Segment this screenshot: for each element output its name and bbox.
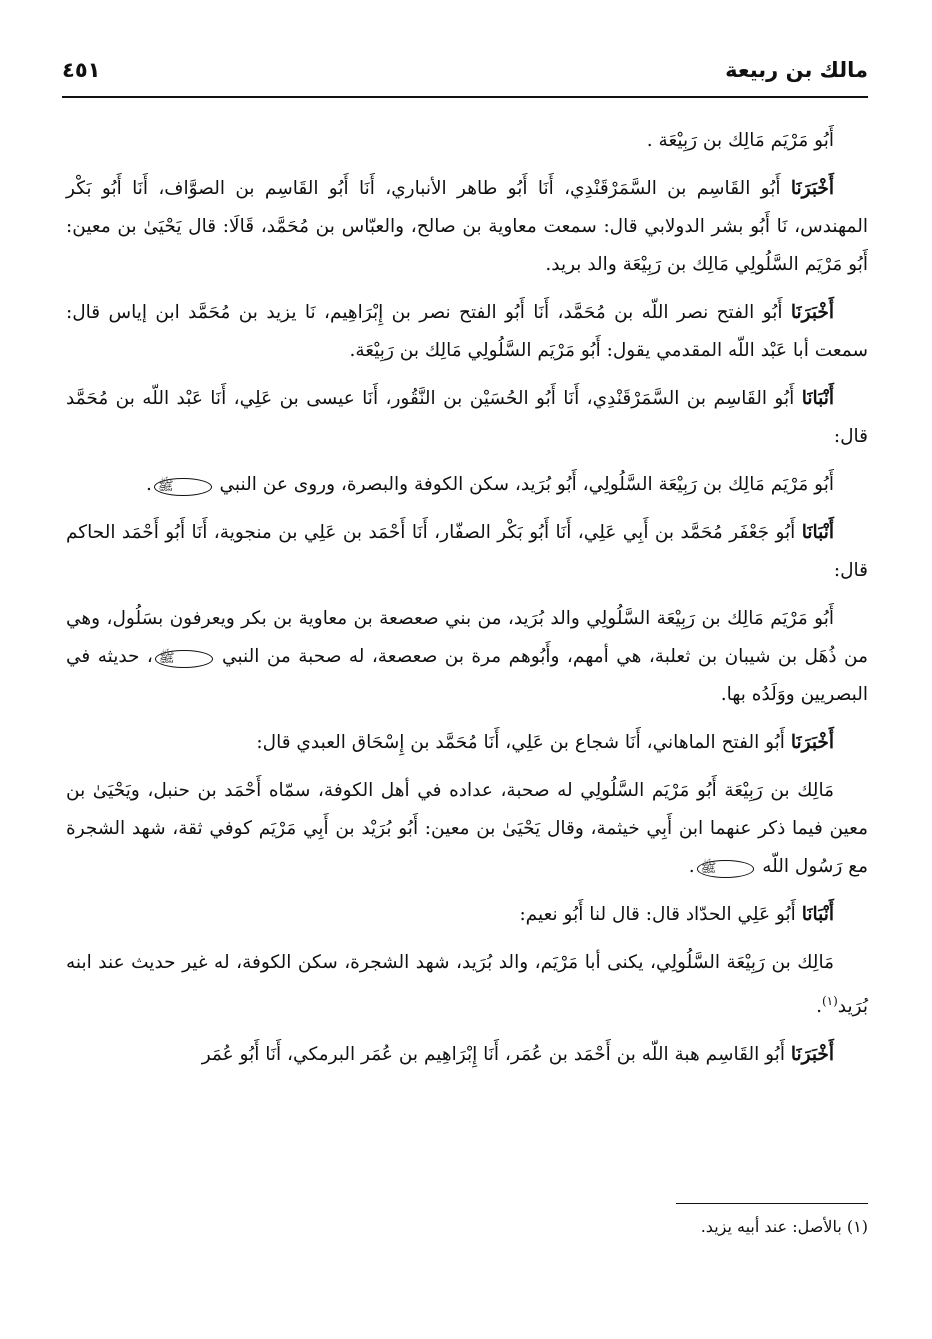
- paragraph-11: [66, 944, 868, 1026]
- paragraph-4: [66, 380, 868, 456]
- paragraph-text: أَبُو جَعْفَر مُحَمَّد بن أَبِي عَلِي، أَنَا أَبُو بَكْر الصفّار، أَنَا أَحْمَد بن عَلِي بن منجوية، أَنَا أَبُو أَحْمَد الحاكم قال:: [66, 522, 868, 581]
- footnote: [66, 1214, 868, 1240]
- salawat-glyph: ﷺ: [697, 860, 755, 878]
- isnad-keyword: أَنْبَانَا: [801, 522, 834, 543]
- salawat-glyph: ﷺ: [155, 650, 213, 668]
- paragraph-tail: .: [688, 856, 695, 877]
- paragraph-text: أَبُو القَاسِم بن السَّمَرْقَنْدِي، أَنَا أَبُو طاهر الأنباري، أَنَا أَبُو القَاسِم بن الصوَّاف، أَنَا أَبُو بَكْر المهندس، نَا أَبُو بشر الدولابي قال: سمعت معاوية بن صالح، والعبّاس بن مُحَمَّد، قَالَا: قال يَحْيَىٰ بن معين: أَبُو مَرْيَم السَّلُولِي مَالِك بن رَبِيْعَة والد بريد.: [66, 178, 868, 275]
- paragraph-1: [66, 122, 868, 160]
- isnad-keyword: أَخْبَرَنَا: [790, 732, 834, 753]
- paragraph-text: مَالِك بن رَبِيْعَة السَّلُولِي، يكنى أبا مَرْيَم، والد بُرَيد، شهد الشجرة، سكن الكوفة، له غير حديث عند ابنه بُرَيد: [66, 952, 868, 1018]
- isnad-keyword: أَخْبَرَنَا: [790, 302, 834, 323]
- salawat-glyph: ﷺ: [154, 478, 212, 496]
- paragraph-10: [66, 896, 868, 934]
- paragraph-text: أَبُو مَرْيَم مَالِك بن رَبِيْعَة السَّلُولِي، أَبُو بُرَيد، سكن الكوفة والبصرة، وروى عن النبي: [219, 474, 834, 495]
- paragraph-7: [66, 600, 868, 714]
- paragraph-text: أَبُو مَرْيَم مَالِك بن رَبِيْعَة السَّلُولِي والد بُرَيد، من بني صعصعة بن معاوية بن بكر ويعرفون بسَلُول، وهي من ذُهَل بن شيبان بن ثعلبة، هي أمهم، وأَبُوهم مرة بن صعصعة، له صحبة من النبي: [66, 608, 868, 667]
- paragraph-text: أَبُو القَاسِم هبة اللّه بن أَحْمَد بن عُمَر، أَنَا إِبْرَاهِيم بن عُمَر البرمكي، أَنَا أَبُو عُمَر: [201, 1044, 791, 1066]
- page-header: [62, 58, 868, 98]
- paragraph-2: [66, 170, 868, 284]
- footnote-text: بالأصل: عند أبيه يزيد.: [700, 1217, 842, 1236]
- paragraph-text: أَبُو القَاسِم بن السَّمَرْقَنْدِي، أَنَا أَبُو الحُسَيْن بن النَّقُور، أَنَا عيسى بن عَلِي، أَنَا عَبْد اللّه بن مُحَمَّد قال:: [66, 388, 868, 447]
- paragraph-3: [66, 294, 868, 370]
- isnad-keyword: أَخْبَرَنَا: [790, 178, 834, 199]
- page-number: ٤٥١: [62, 58, 101, 82]
- paragraph-text: أَبُو مَرْيَم مَالِك بن رَبِيْعَة .: [646, 130, 834, 151]
- paragraph-text: أَبُو الفتح نصر اللّه بن مُحَمَّد، أَنَا أَبُو الفتح نصر بن إِبْرَاهِيم، نَا يزيد بن مُحَمَّد ابن إياس قال: سمعت أبا عَبْد اللّه المقدمي يقول: أَبُو مَرْيَم السَّلُولِي مَالِك بن رَبِيْعَة.: [66, 302, 868, 361]
- paragraph-tail: .: [146, 474, 152, 495]
- paragraph-tail: .: [816, 996, 822, 1018]
- footnote-divider: [676, 1203, 868, 1204]
- isnad-keyword: أَنْبَانَا: [801, 388, 834, 409]
- paragraph-tail: ، حديثه في البصريين ووَلَدُه بها.: [66, 646, 868, 705]
- isnad-keyword: أَخْبَرَنَا: [790, 1044, 834, 1066]
- footnote-reference[interactable]: (١): [821, 994, 838, 1008]
- paragraph-text: أَبُو الفتح الماهاني، أَنَا شجاع بن عَلِي، أَنَا مُحَمَّد بن إِسْحَاق العبدي قال:: [256, 732, 791, 753]
- footnote-marker: (١): [846, 1217, 868, 1236]
- paragraph-text: مَالِك بن رَبِيْعَة أَبُو مَرْيَم السَّلُولِي له صحبة، عداده في أهل الكوفة، سمّاه أَحْمَد بن حنبل، ويَحْيَىٰ بن معين فيما ذكر عنهما ابن أَبِي خيثمة، وقال يَحْيَىٰ بن معين: أَبُو بُرَيْد بن أَبِي مَرْيَم كوفي ثقة، شهد الشجرة مع رَسُول اللّه: [66, 780, 868, 877]
- paragraph-text: أَبُو عَلِي الحدّاد قال: قال لنا أَبُو نعيم:: [519, 904, 802, 925]
- paragraph-6: [66, 514, 868, 590]
- paragraph-12: [66, 1036, 868, 1074]
- isnad-keyword: أَنْبَانَا: [801, 904, 834, 925]
- body-text: [66, 122, 868, 1084]
- paragraph-5: [66, 466, 868, 504]
- paragraph-9: [66, 772, 868, 886]
- paragraph-8: [66, 724, 868, 762]
- running-title: مالك بن ربيعة: [725, 58, 868, 82]
